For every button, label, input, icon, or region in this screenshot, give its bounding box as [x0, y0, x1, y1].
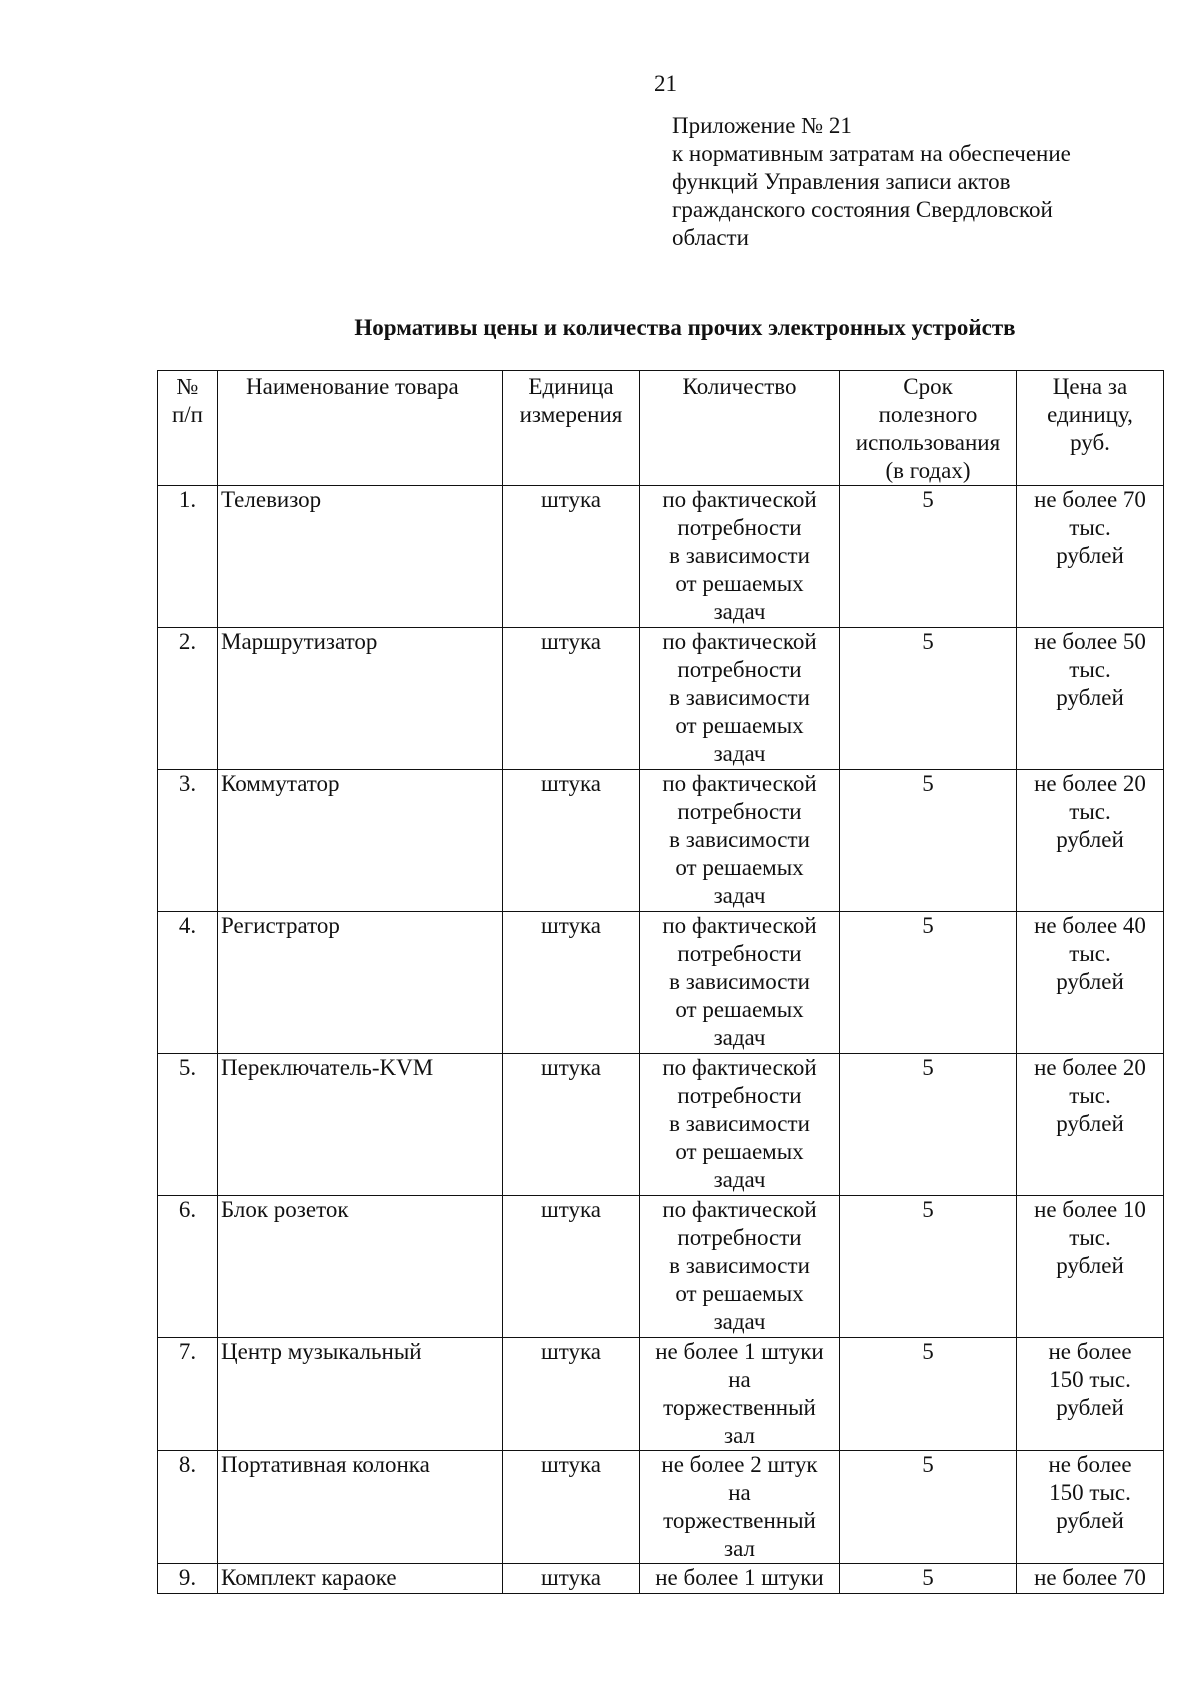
- cell-price: не более 10 тыс. рублей: [1017, 1196, 1164, 1338]
- appendix-header: [672, 112, 1132, 252]
- cell-life: 5: [840, 1054, 1017, 1196]
- table-row: [158, 628, 1164, 770]
- header-qty: Количество: [640, 371, 840, 486]
- cell-name: Комплект караоке: [218, 1564, 503, 1594]
- cell-price: не более 20 тыс. рублей: [1017, 770, 1164, 912]
- appendix-line: функций Управления записи актов: [672, 169, 1011, 194]
- cell-qty: не более 2 штук на торжественный зал: [640, 1451, 840, 1564]
- cell-num: 6.: [158, 1196, 218, 1338]
- cell-name: Портативная колонка: [218, 1451, 503, 1564]
- document-title: Нормативы цены и количества прочих электронных устройств: [354, 315, 1016, 340]
- cell-price: не более 50 тыс. рублей: [1017, 628, 1164, 770]
- cell-life: 5: [840, 770, 1017, 912]
- table-row: [158, 486, 1164, 628]
- appendix-line: гражданского состояния Свердловской: [672, 197, 1053, 222]
- cell-life: 5: [840, 1338, 1017, 1451]
- header-unit: Единица измерения: [503, 371, 640, 486]
- cell-unit: штука: [503, 770, 640, 912]
- header-name: Наименование товара: [218, 371, 503, 486]
- cell-unit: штука: [503, 912, 640, 1054]
- cell-name: Блок розеток: [218, 1196, 503, 1338]
- table-row: [158, 1564, 1164, 1594]
- cell-qty: по фактической потребности в зависимости от решаемых задач: [640, 1196, 840, 1338]
- table-header-row: [158, 371, 1164, 486]
- cell-num: 9.: [158, 1564, 218, 1594]
- cell-life: 5: [840, 486, 1017, 628]
- cell-price: не более 70 тыс. рублей: [1017, 486, 1164, 628]
- cell-unit: штука: [503, 1196, 640, 1338]
- cell-life: 5: [840, 1564, 1017, 1594]
- cell-life: 5: [840, 1451, 1017, 1564]
- cell-qty: не более 1 штуки на торжественный зал: [640, 1338, 840, 1451]
- cell-num: 1.: [158, 486, 218, 628]
- appendix-line: Приложение № 21: [672, 113, 852, 138]
- table-row: [158, 912, 1164, 1054]
- cell-num: 8.: [158, 1451, 218, 1564]
- header-num: № п/п: [158, 371, 218, 486]
- table-row: [158, 1054, 1164, 1196]
- cell-qty: по фактической потребности в зависимости от решаемых задач: [640, 912, 840, 1054]
- table-row: [158, 1338, 1164, 1451]
- norms-table: [157, 370, 1164, 1594]
- cell-name: Переключатель-KVM: [218, 1054, 503, 1196]
- cell-name: Телевизор: [218, 486, 503, 628]
- cell-qty: по фактической потребности в зависимости от решаемых задач: [640, 770, 840, 912]
- cell-unit: штука: [503, 1564, 640, 1594]
- cell-price: не более 20 тыс. рублей: [1017, 1054, 1164, 1196]
- cell-name: Коммутатор: [218, 770, 503, 912]
- table-row: [158, 1196, 1164, 1338]
- cell-num: 5.: [158, 1054, 218, 1196]
- cell-price: не более 150 тыс. рублей: [1017, 1451, 1164, 1564]
- cell-name: Центр музыкальный: [218, 1338, 503, 1451]
- cell-price: не более 40 тыс. рублей: [1017, 912, 1164, 1054]
- cell-price: не более 150 тыс. рублей: [1017, 1338, 1164, 1451]
- page-number: 21: [654, 71, 677, 96]
- cell-unit: штука: [503, 1054, 640, 1196]
- cell-life: 5: [840, 628, 1017, 770]
- header-life: Срок полезного использования (в годах): [840, 371, 1017, 486]
- cell-name: Регистратор: [218, 912, 503, 1054]
- table-row: [158, 1451, 1164, 1564]
- cell-life: 5: [840, 912, 1017, 1054]
- cell-qty: по фактической потребности в зависимости от решаемых задач: [640, 628, 840, 770]
- cell-life: 5: [840, 1196, 1017, 1338]
- cell-price: не более 70: [1017, 1564, 1164, 1594]
- cell-unit: штука: [503, 1451, 640, 1564]
- cell-num: 3.: [158, 770, 218, 912]
- cell-unit: штука: [503, 486, 640, 628]
- cell-unit: штука: [503, 628, 640, 770]
- cell-num: 2.: [158, 628, 218, 770]
- appendix-line: области: [672, 225, 749, 250]
- cell-name: Маршрутизатор: [218, 628, 503, 770]
- cell-qty: по фактической потребности в зависимости от решаемых задач: [640, 486, 840, 628]
- appendix-line: к нормативным затратам на обеспечение: [672, 141, 1071, 166]
- header-price: Цена за единицу, руб.: [1017, 371, 1164, 486]
- cell-num: 7.: [158, 1338, 218, 1451]
- cell-qty: по фактической потребности в зависимости от решаемых задач: [640, 1054, 840, 1196]
- table-row: [158, 770, 1164, 912]
- cell-qty: не более 1 штуки: [640, 1564, 840, 1594]
- cell-unit: штука: [503, 1338, 640, 1451]
- cell-num: 4.: [158, 912, 218, 1054]
